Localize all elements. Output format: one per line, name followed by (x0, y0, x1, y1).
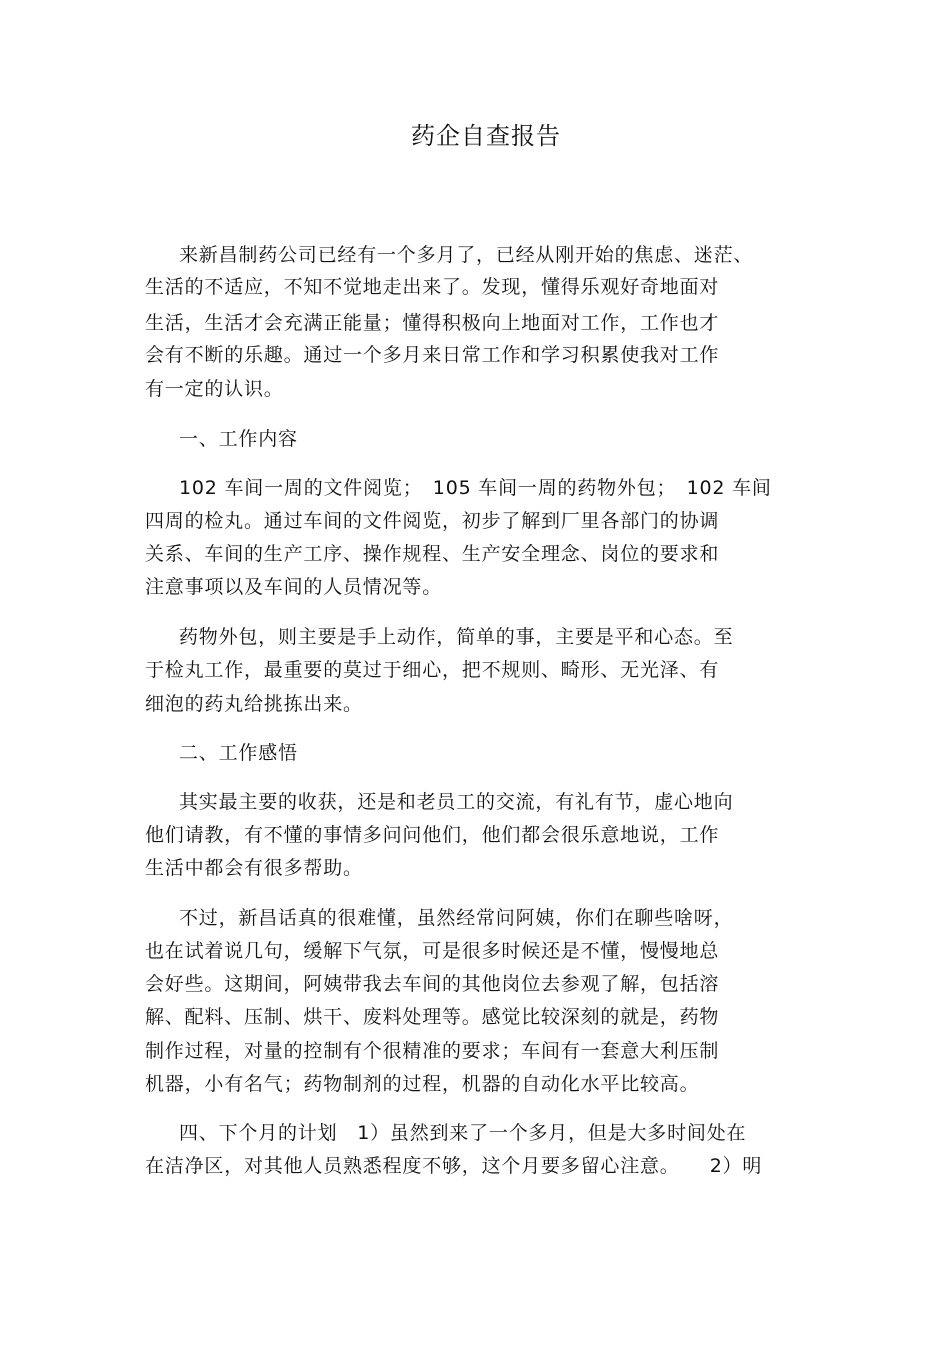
document-title: 药企自查报告 (411, 122, 561, 150)
paragraph-line: 关系、车间的生产工序、操作规程、生产安全理念、岗位的要求和 (145, 543, 720, 565)
paragraph-line: 也在试着说几句，缓解下气氛，可是很多时候还是不懂，慢慢地总 (145, 940, 720, 962)
section-heading: 一、工作内容 (179, 428, 298, 450)
paragraph-line: 他们请教，有不懂的事情多问问他们，他们都会很乐意地说，工作 (145, 824, 720, 846)
section-heading: 二、工作感悟 (179, 742, 298, 764)
paragraph-line: 四周的检丸。通过车间的文件阅览，初步了解到厂里各部门的协调 (145, 510, 720, 532)
paragraph-line: 解、配料、压制、烘干、废料处理等。感觉比较深刻的就是，药物 (145, 1006, 720, 1028)
paragraph-line: 来新昌制药公司已经有一个多月了，已经从刚开始的焦虑、迷茫、 (179, 244, 754, 266)
paragraph-line: 生活中都会有很多帮助。 (145, 857, 363, 879)
paragraph-line: 其实最主要的收获，还是和老员工的交流，有礼有节，虚心地向 (179, 791, 734, 813)
paragraph-line: 生活的不适应，不知不觉地走出来了。发现，懂得乐观好奇地面对 (145, 276, 720, 298)
paragraph-line: 药物外包，则主要是手上动作，简单的事，主要是平和心态。至 (179, 626, 734, 648)
paragraph-line: 制作过程，对量的控制有个很精准的要求；车间有一套意大利压制 (145, 1040, 720, 1062)
paragraph-line: 会好些。这期间，阿姨带我去车间的其他岗位去参观了解，包括溶 (145, 973, 720, 995)
paragraph-line: 于检丸工作，最重要的莫过于细心，把不规则、畸形、无光泽、有 (145, 659, 720, 681)
paragraph-line: 在洁净区，对其他人员熟悉程度不够，这个月要多留心注意。 2）明 (145, 1155, 763, 1177)
paragraph-line: 生活，生活才会充满正能量；懂得积极向上地面对工作，工作也才 (145, 312, 720, 334)
paragraph-line: 会有不断的乐趣。通过一个多月来日常工作和学习积累使我对工作 (145, 344, 720, 366)
paragraph-line: 注意事项以及车间的人员情况等。 (145, 576, 443, 598)
paragraph-line: 细泡的药丸给挑拣出来。 (145, 693, 363, 715)
paragraph-line: 四、下个月的计划 1）虽然到来了一个多月，但是大多时间处在 (179, 1122, 747, 1144)
paragraph-line: 有一定的认识。 (145, 378, 284, 400)
paragraph-line: 不过，新昌话真的很难懂，虽然经常问阿姨，你们在聊些啥呀， (179, 907, 734, 929)
paragraph-line: 机器，小有名气；药物制剂的过程，机器的自动化水平比较高。 (145, 1073, 700, 1095)
paragraph-line: 102 车间一周的文件阅览； 105 车间一周的药物外包； 102 车间 (179, 477, 772, 499)
